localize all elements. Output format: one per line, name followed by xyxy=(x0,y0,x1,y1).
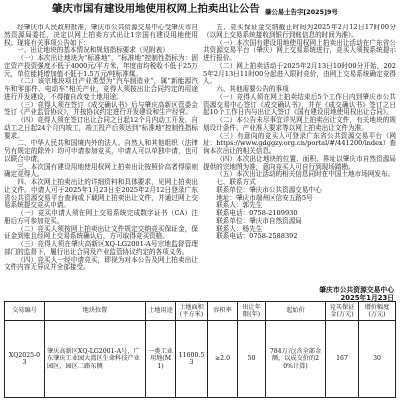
header-land-use: 土地用途 xyxy=(146,302,176,321)
clause-5-2: （二）网上拍卖活动于2025年2月13日10时00分开始，2025年2月13日11时00分起进入限时竞价，由网上交易系统确定竞得人。 xyxy=(203,61,396,86)
clause-4-4: （四）竞买人一经申请竞买，即视为对本公告及网上拍卖出让文件内容无异议并全部接受。 xyxy=(4,255,198,272)
contact-org-1: 联系单位：肇庆市公共资源交易中心 xyxy=(216,185,322,194)
intro-paragraph: 经肇庆市人民政府批准，肇庆市公共资源交易中心受肇庆市自然资源局委托，决定以网上拍卖方式出让1宗国有建设用地使用权。现将有关事项公告如下： xyxy=(4,24,198,47)
clause-4-2: （二）竞买人须按网上拍卖出让文件规定交纳竞买保证金，保证金到账且经网上交易系统确认后，方可取得竞买资格。 xyxy=(4,224,198,241)
cell-starting-price: 784万元(含全部金额，以成交价的20%计算) xyxy=(266,321,326,398)
contact-org-2: 联系单位：肇庆市自然资源局 xyxy=(216,216,302,225)
clause-6-4: （四）本次出让地块的位置、面积、界址以肇庆市自然资源局提供的宗地图为准，意向竞买人可自行到现场踏勘。 xyxy=(203,154,396,171)
document-number: 肇公易土告字[2025]9号 xyxy=(265,8,338,16)
issue-date: 2025年1月23日 xyxy=(340,294,394,302)
cell-transaction-no: XQ2025-03 xyxy=(5,321,45,398)
header-area: 土地面积(平方米) xyxy=(176,302,208,321)
clause-6-2: （二）本公告未尽事宜详见网上拍卖出让文件，有关地块的规划设计条件、产业准入要求等以网上拍卖出让文件为准。 xyxy=(203,116,396,132)
section-3-paragraph: 三、本次国有建设用地使用权网上拍卖出让按照价高者得原则确定竞得人。 xyxy=(4,162,198,179)
contact-phone-2: 联系电话：0758-2588392 xyxy=(216,232,298,241)
clause-5-1: （一）本次国有建设用地使用权网上拍卖出让活动在广东省公共资源交易平台（肇庆）网上交易系统进行，竞买人须按系统提示进行报价。 xyxy=(203,38,396,62)
clause-6-1: （一）竞得人须在网上拍卖结束后5个工作日内到肇庆市公共资源交易中心签订《成交确认书》，并在《成交确认书》签订之日起10个工作日内与出让人签订《国有建设用地使用权出让合同》。 xyxy=(203,92,396,117)
contact-phone-1: 联系电话：0758-2109930 xyxy=(216,209,298,217)
section-heading-7-contacts: 七、联系方式 xyxy=(216,178,256,186)
cell-location: 肇庆高新区XQ-LG2001-A号，广东肇庆工业园大湾区生命科技产业园区，园区二路东侧 xyxy=(45,321,146,398)
section-4-paragraph: 四、本次网上拍卖出让的详细资料和具体要求，见网上拍卖出让文件。申请人可于2025年1月23日至2025年2月12日登录广东省公共资源交易平台查询或下载网上拍卖出让文件，并通过网上交易系统提交竞买申请。 xyxy=(4,178,198,210)
contact-person-2: 联系人：杨先生 xyxy=(216,224,263,233)
clause-6-5: （五）本次出让活动的相关信息同时在中国土地市场网发布。 xyxy=(216,170,395,179)
header-deposit: 竞买保证金(万元) xyxy=(326,302,359,321)
clause-4-3: （三）竞得人须在肇庆高新区XQ-LG2001-A号宗地监督管理部门的监督下，履行出让合同及产业监管协议约定的各项义务。 xyxy=(4,240,198,256)
cell-area: 11600.53 xyxy=(176,321,208,398)
cell-deposit: 167 xyxy=(326,321,359,398)
header-plot-ratio: 容积率 xyxy=(208,302,238,321)
header-starting-price: 起始价 xyxy=(266,302,326,321)
section-5-paragraph: 五、竞买保证金交纳截止时间为2025年2月12日17时00分（以网上交易系统接收到银行到账信息的时间为准）。 xyxy=(203,24,396,39)
header-transaction-no: 交易编号 xyxy=(5,302,45,321)
clause-6-3-website: （三）有意向的竞买人可登录广东省公共资源交易平台（网址：https://www.gdggzy.org.cn/portal/#/441200/index）查询本次出让的相关信息。 xyxy=(203,131,396,155)
header-bid-increment: 增价幅度(万元) xyxy=(359,302,396,321)
clause-1-4: （四）竞得人须在签订出让合同之日起12个月内动工开发，自动工之日起24个月内竣工，竣工投产后须达到“标准地”控制性指标要求。 xyxy=(4,116,198,140)
contact-address-1: 地址：肇庆市端州区信安五路5号 xyxy=(216,193,313,202)
cell-plot-ratio: ≥2.0 xyxy=(208,321,238,398)
section-heading-6: 六、其他需要公告的事项 xyxy=(216,85,289,93)
signature-block xyxy=(203,286,394,302)
land-parcel-table xyxy=(4,301,396,398)
text-column-right xyxy=(203,24,396,286)
clause-1-3: （三）竞得人须在签订《成交确认书》后与肇庆高新区管委会签订《产业监管协议》，并按协议约定进行开发建设和生产经营。 xyxy=(4,100,198,117)
table-row xyxy=(5,321,396,398)
announcement-title: 肇庆市国有建设用地使用权网上拍卖出让公告 xyxy=(52,3,260,15)
header-location: 地块位置 xyxy=(45,302,146,321)
section-2-paragraph: 二、中华人民共和国境内外的法人、自然人和其他组织（法律另有规定的除外）均可申请参加竞买，申请人可以单独申请，也可以联合申请。 xyxy=(4,139,198,163)
clause-4-1: （一）竞买申请人须在网上交易系统完成数字证书（CA）注册后方可参加竞买。 xyxy=(4,209,198,225)
header-term-years: 出让年限(年) xyxy=(238,302,266,321)
clause-1-2: （二）该宗地块项目产业类型为“汽车制造业”，属“新能源汽车和零部件、电动车”相关产业，竞得人须按出让合同约定的用途进行开发建设，不得擅自改变土地用途。 xyxy=(4,77,198,101)
cell-bid-increment: 30 xyxy=(359,321,396,398)
cell-term-years: 50 xyxy=(238,321,266,398)
table-header-row xyxy=(5,302,396,321)
cell-land-use: 一类工业用地(M1) xyxy=(146,321,176,398)
contact-person-1: 联系人：郭先生 xyxy=(216,201,263,210)
section-heading-1: 一、出让地块的基本情况和规划指标要求（见附表） xyxy=(17,46,169,55)
text-column-left xyxy=(4,24,198,299)
clause-1-1: （一）本次出让地块为“标准地”，“标准地”控制性指标为：固定资产投资强度不低于4000元/平方米，年度亩均税收不低于25万元，单位能耗增加值不低于1.5万元/吨标准煤。 xyxy=(4,54,198,78)
issuer-name: 肇庆市公共资源交易中心 xyxy=(319,286,394,294)
